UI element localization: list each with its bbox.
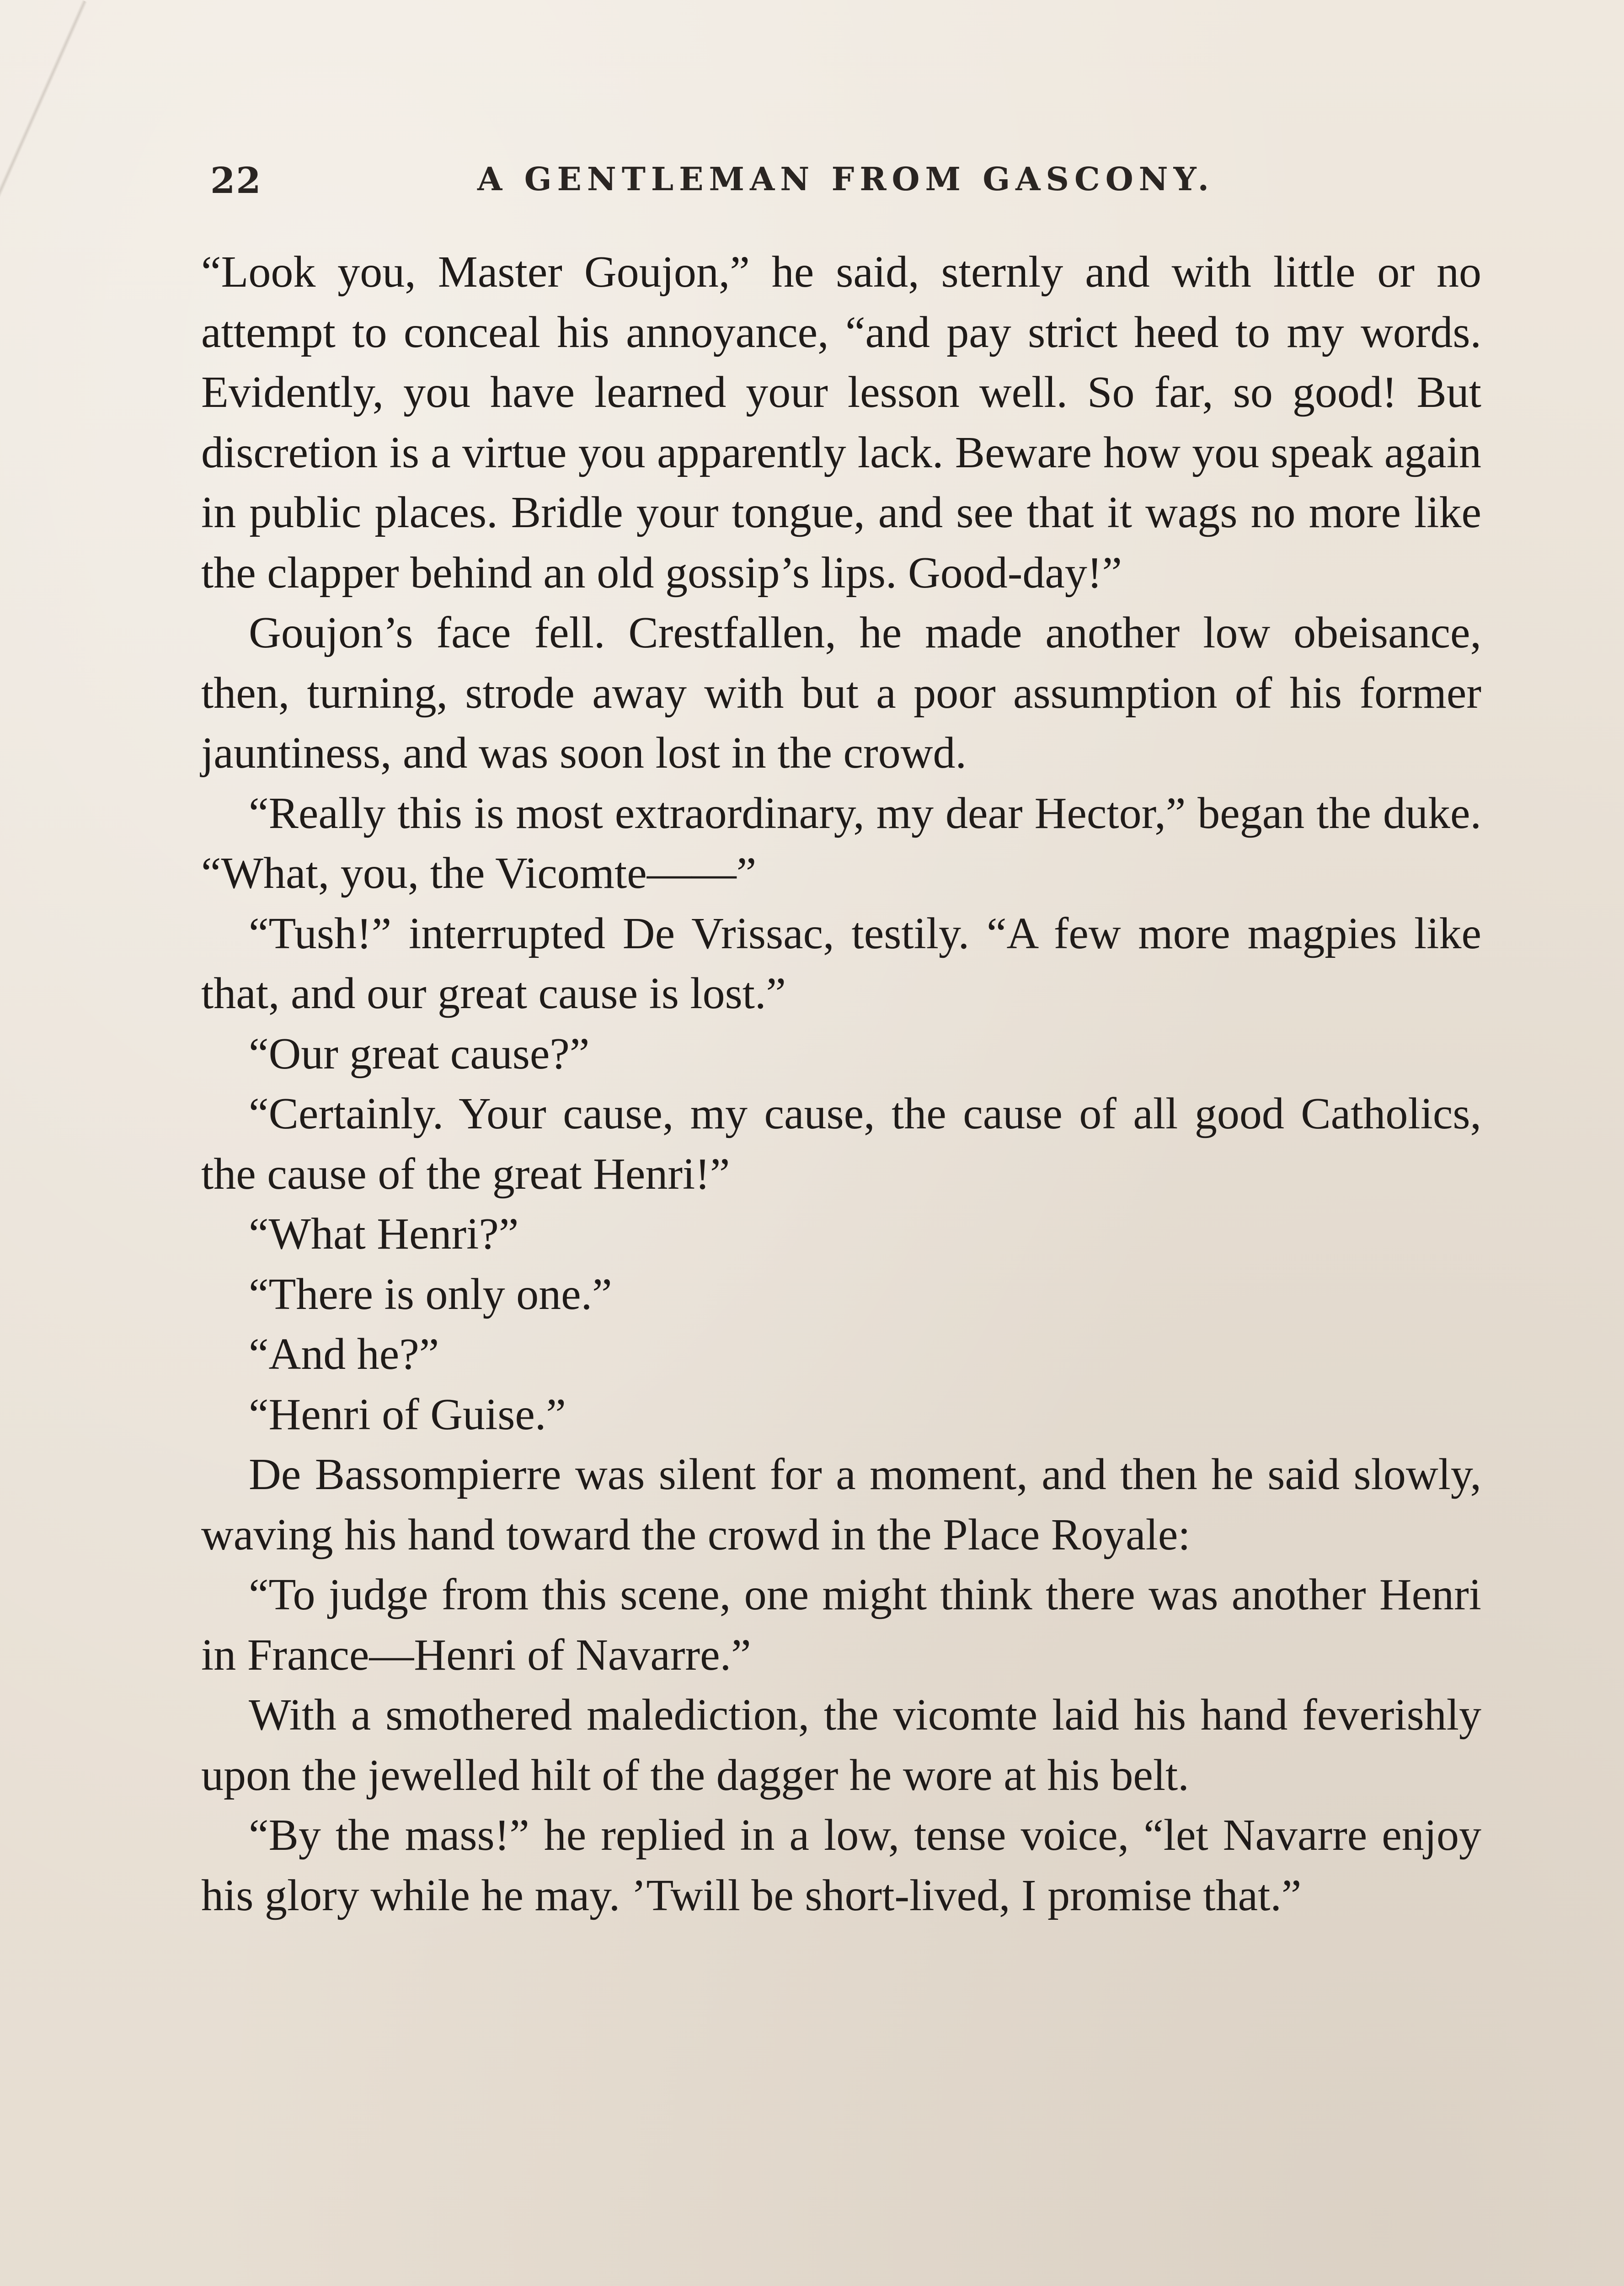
paragraph: De Bassompierre was silent for a moment, and then he said slowly, waving his hand toward the crowd in the Place Royale: <box>201 1450 1481 1560</box>
paragraph: With a smothered malediction, the vicomte laid his hand feverishly upon the jewelled hilt of the dagger he wore at his belt. <box>201 1690 1481 1800</box>
page-crease <box>0 0 87 587</box>
paragraph: “Look you, Master Goujon,” he said, sternly and with little or no attempt to conceal his annoyance, “and pay strict heed to my words. Evidently, you have learned your lesson well. So far, so good! But discretion is a virtue you apparently lack. Beware how you speak again in public places. Bridle your tongue, and see that it wags no more like the clapper behind an old gossip’s lips. Good-day!” <box>201 247 1481 598</box>
paragraph: “Tush!” interrupted De Vrissac, testily. “A few more magpies like that, and our great cause is lost.” <box>201 908 1481 1018</box>
paragraph: “To judge from this scene, one might think there was another Henri in France—Henri of Navarre.” <box>201 1570 1481 1680</box>
paragraph: “There is only one.” <box>249 1269 612 1319</box>
paragraph: “Really this is most extraordinary, my dear Hector,” began the duke. “What, you, the Vicomte——” <box>201 788 1481 898</box>
page-header <box>201 160 1490 210</box>
paragraph: “And he?” <box>249 1330 439 1379</box>
paragraph: “Our great cause?” <box>249 1029 590 1079</box>
paragraph: “Certainly. Your cause, my cause, the cause of all good Catholics, the cause of the great Henri!” <box>201 1089 1481 1199</box>
body-text <box>201 242 1481 1926</box>
paragraph: “Henri of Guise.” <box>249 1389 566 1439</box>
running-title: A GENTLEMAN FROM GASCONY. <box>477 160 1214 198</box>
page-number: 22 <box>210 160 262 202</box>
paragraph: “What Henri?” <box>249 1209 519 1259</box>
paragraph: “By the mass!” he replied in a low, tense voice, “let Navarre enjoy his glory while he may. ’Twill be short-lived, I promise that.” <box>201 1811 1481 1920</box>
paragraph: Goujon’s face fell. Crestfallen, he made another low obeisance, then, turning, strode away with but a poor assumption of his former jauntiness, and was soon lost in the crowd. <box>201 608 1481 778</box>
